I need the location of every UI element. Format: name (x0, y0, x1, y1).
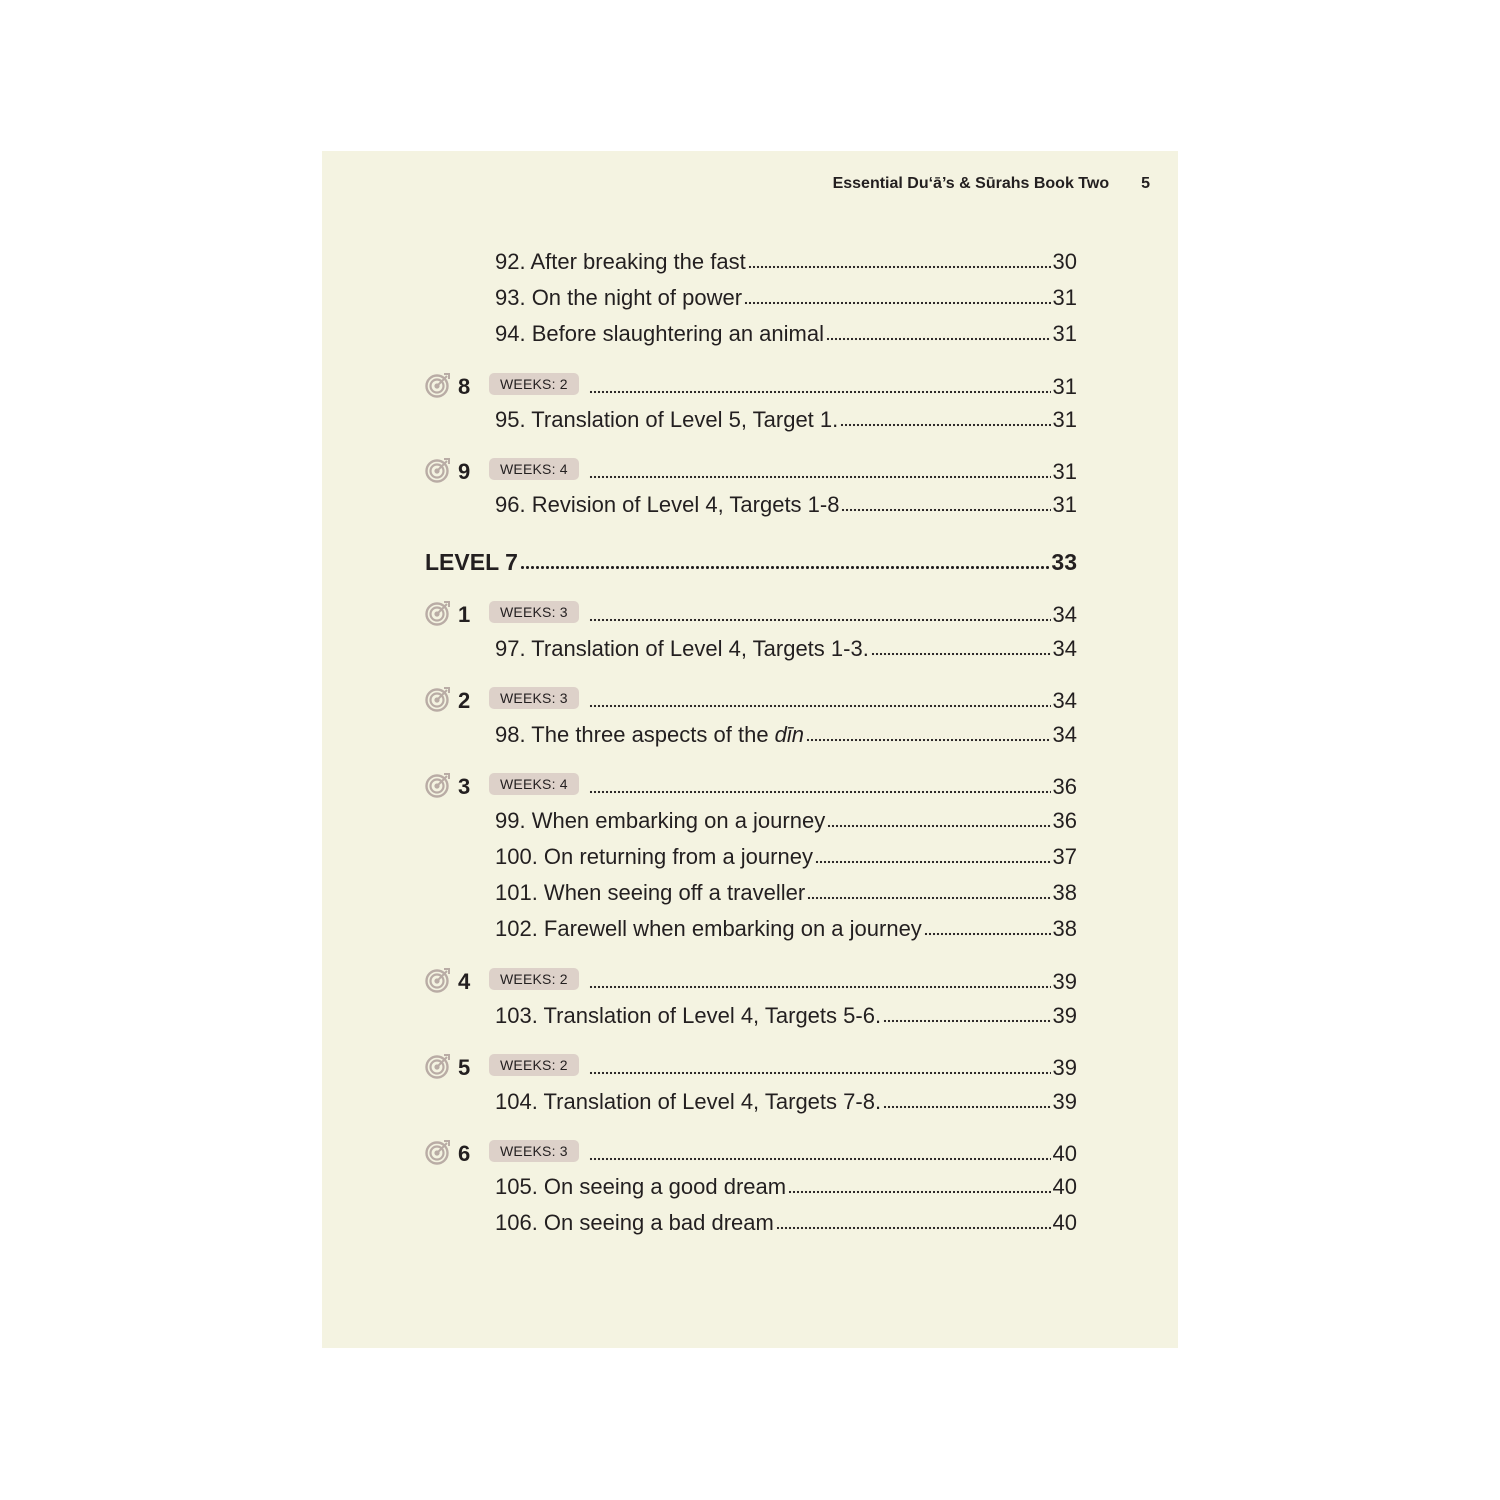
toc-entry[interactable] (495, 1085, 1077, 1115)
target-icon (425, 686, 451, 712)
toc-target-row[interactable] (425, 370, 1077, 400)
toc-entry-page: 31 (1052, 459, 1077, 484)
book-title: Essential Du‘ā’s & Sūrahs Book Two (832, 175, 1110, 192)
dot-leader (589, 985, 1051, 989)
toc-entry[interactable] (495, 403, 1077, 433)
target-number: 2 (458, 688, 471, 713)
toc-entry-label-text: 98. The three aspects of the (495, 722, 775, 747)
toc-target-row[interactable] (425, 455, 1077, 485)
target-number: 9 (458, 459, 471, 484)
dot-leader (776, 1226, 1051, 1230)
toc-entry-page: 39 (1052, 1089, 1077, 1114)
toc-entry[interactable] (495, 245, 1077, 275)
target-number: 5 (458, 1055, 471, 1080)
toc-entry-page: 34 (1052, 636, 1077, 661)
toc-entry[interactable] (495, 718, 1077, 748)
target-number: 1 (458, 602, 471, 627)
toc-entry-page: 31 (1052, 407, 1077, 432)
toc-target-row[interactable] (425, 965, 1077, 995)
toc-entry[interactable] (495, 912, 1077, 942)
dot-leader (826, 337, 1051, 341)
toc-entry-page: 31 (1052, 321, 1077, 346)
toc-entry-page: 40 (1052, 1174, 1077, 1199)
target-icon (425, 772, 451, 798)
dot-leader (589, 618, 1051, 622)
toc-entry[interactable] (495, 840, 1077, 870)
dot-leader (883, 1019, 1050, 1023)
weeks-badge: WEEKS: 3 (489, 1140, 579, 1162)
toc-entry[interactable] (495, 317, 1077, 347)
toc-entry-label: 106. On seeing a bad dream (495, 1210, 774, 1235)
weeks-badge: WEEKS: 2 (489, 373, 579, 395)
target-icon (425, 600, 451, 626)
book-page (322, 151, 1178, 1348)
toc-entry-label: 95. Translation of Level 5, Target 1. (495, 407, 839, 432)
toc-entry-page: 40 (1052, 1210, 1077, 1235)
toc-entry-label: 104. Translation of Level 4, Targets 7-8. (495, 1089, 882, 1114)
toc-entry[interactable] (495, 804, 1077, 834)
toc-entry-page: 38 (1052, 916, 1077, 941)
dot-leader (883, 1105, 1050, 1109)
dot-leader (744, 301, 1050, 305)
toc-entry-page: 31 (1052, 374, 1077, 399)
dot-leader (807, 896, 1050, 900)
toc-entry-page: 39 (1052, 969, 1077, 994)
dot-leader (589, 475, 1051, 479)
target-number: 6 (458, 1141, 471, 1166)
dot-leader (748, 265, 1051, 269)
toc-entry-label: 93. On the night of power (495, 285, 743, 310)
dot-leader (840, 423, 1050, 427)
target-icon (425, 1053, 451, 1079)
toc-target-row[interactable] (425, 598, 1077, 628)
dot-leader (815, 860, 1051, 864)
weeks-badge: WEEKS: 4 (489, 773, 579, 795)
toc-entry-page: 39 (1052, 1055, 1077, 1080)
toc-entry-page: 30 (1052, 249, 1077, 274)
target-icon (425, 1139, 451, 1165)
target-number: 8 (458, 374, 471, 399)
toc-entry-page: 34 (1052, 602, 1077, 627)
dot-leader (520, 565, 1050, 570)
dot-leader (924, 932, 1051, 936)
level-title: LEVEL 7 (425, 549, 518, 575)
dot-leader (589, 704, 1051, 708)
dot-leader (806, 738, 1050, 742)
toc-entry-label: 103. Translation of Level 4, Targets 5-6. (495, 1003, 882, 1028)
weeks-badge: WEEKS: 3 (489, 687, 579, 709)
weeks-badge: WEEKS: 2 (489, 968, 579, 990)
dot-leader (788, 1190, 1050, 1194)
dot-leader (589, 1071, 1051, 1075)
target-number: 3 (458, 774, 471, 799)
toc-target-row[interactable] (425, 770, 1077, 800)
toc-entry-page: 36 (1052, 774, 1077, 799)
toc-entry-page: 39 (1052, 1003, 1077, 1028)
toc-entry-page: 38 (1052, 880, 1077, 905)
dot-leader (589, 390, 1051, 394)
page-number: 5 (1141, 175, 1150, 192)
dot-leader (827, 824, 1050, 828)
toc-entry-page: 37 (1052, 844, 1077, 869)
toc-entry-label (495, 722, 804, 748)
toc-entry[interactable] (495, 632, 1077, 662)
toc-target-row[interactable] (425, 684, 1077, 714)
toc-entry[interactable] (495, 1170, 1077, 1200)
toc-entry-label-italic: dīn (774, 722, 805, 747)
dot-leader (841, 508, 1050, 512)
target-icon (425, 372, 451, 398)
toc-target-row[interactable] (425, 1051, 1077, 1081)
dot-leader (871, 652, 1051, 656)
weeks-badge: WEEKS: 3 (489, 601, 579, 623)
toc-entry-label: 102. Farewell when embarking on a journey (495, 916, 922, 941)
toc-target-row[interactable] (425, 1137, 1077, 1167)
level-page: 33 (1051, 549, 1077, 575)
toc-entry-label: 97. Translation of Level 4, Targets 1-3. (495, 636, 869, 661)
weeks-badge: WEEKS: 2 (489, 1054, 579, 1076)
toc-entry[interactable] (495, 281, 1077, 311)
toc-entry-label: 92. After breaking the fast (495, 249, 746, 274)
toc-entry-label: 94. Before slaughtering an animal (495, 321, 824, 346)
toc-entry-page: 31 (1052, 492, 1077, 517)
weeks-badge: WEEKS: 4 (489, 458, 579, 480)
toc-entry[interactable] (495, 488, 1077, 518)
toc-entry-page: 31 (1052, 285, 1077, 310)
toc-level-heading[interactable] (425, 544, 1077, 576)
toc-entry-page: 34 (1052, 722, 1077, 747)
target-number: 4 (458, 969, 471, 994)
target-icon (425, 967, 451, 993)
toc-entry-label: 99. When embarking on a journey (495, 808, 826, 833)
toc-entry-label: 96. Revision of Level 4, Targets 1-8 (495, 492, 840, 517)
dot-leader (589, 1157, 1051, 1161)
target-icon (425, 457, 451, 483)
toc-entry-page: 36 (1052, 808, 1077, 833)
toc-entry[interactable] (495, 999, 1077, 1029)
toc-entry-label: 105. On seeing a good dream (495, 1174, 787, 1199)
dot-leader (589, 790, 1051, 794)
toc-entry-page: 34 (1052, 688, 1077, 713)
toc-entry-page: 40 (1052, 1141, 1077, 1166)
toc-entry[interactable] (495, 876, 1077, 906)
toc-entry[interactable] (495, 1206, 1077, 1236)
toc-entry-label: 101. When seeing off a traveller (495, 880, 806, 905)
table-of-contents (322, 151, 1178, 1348)
toc-entry-label: 100. On returning from a journey (495, 844, 813, 869)
